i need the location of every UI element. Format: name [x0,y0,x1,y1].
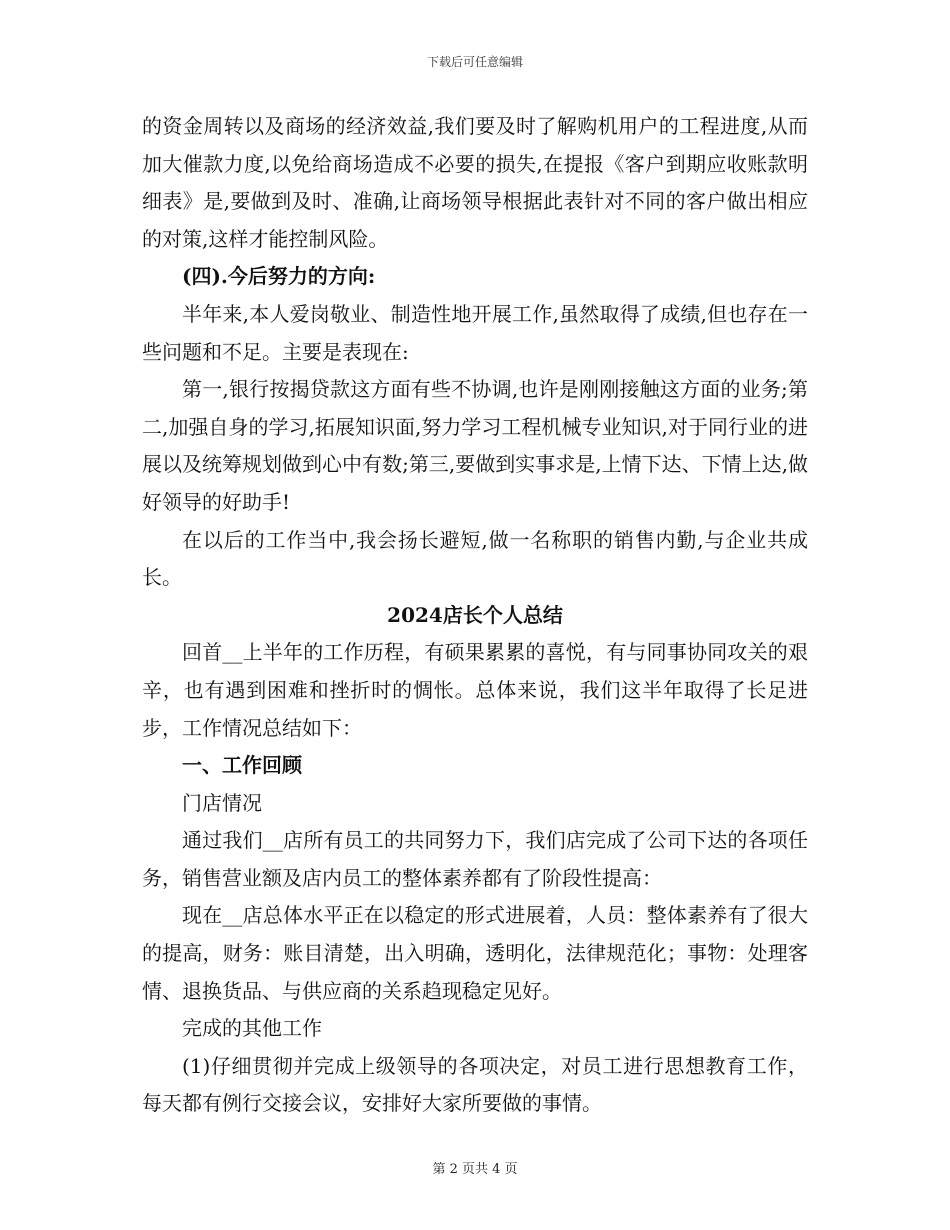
paragraph-current-status: 现在__店总体水平正在以稳定的形式进展着，人员：整体素养有了很大的提高，财务：账目清楚，出入明确，透明化，法律规范化；事物：处理客情、退换货品、与供应商的关系趋现稳定见好。 [142,903,808,1003]
document-body [142,108,808,1123]
subheading-other-work: 完成的其他工作 [182,1016,322,1041]
paragraph-item-1: (1)仔细贯彻并完成上级领导的各项决定，对员工进行思想教育工作，每天都有例行交接会议，安排好大家所要做的事情。 [142,1053,808,1116]
section-title: 2024店长个人总结 [387,602,563,627]
heading-work-review: 一、工作回顾 [182,753,302,778]
page-header: 下载后可任意编辑 [426,55,523,69]
subheading-store-situation: 门店情况 [182,790,262,815]
paragraph-looking-back: 回首__上半年的工作历程，有硕果累累的喜悦，有与同事协同攻关的艰辛，也有遇到困难和挫折时的惆怅。总体来说，我们这半年取得了长足进步，工作情况总结如下： [142,640,808,740]
heading-future-direction: (四).今后努力的方向: [182,264,376,289]
paragraph-team-effort: 通过我们__店所有员工的共同努力下，我们店完成了公司下达的各项任务，销售营业额及店内员工的整体素养都有了阶段性提高： [142,828,808,890]
paragraph-future-commitment: 在以后的工作当中,我会扬长避短,做一名称职的销售内勤,与企业共成长。 [142,527,808,590]
page-footer: 第 2 页共 4 页 [432,1162,518,1177]
paragraph-shortcomings-list: 第一,银行按揭贷款这方面有些不协调,也许是刚刚接触这方面的业务;第二,加强自身的学习,拓展知识面,努力学习工程机械专业知识,对于同行业的进展以及统筹规划做到心中有数;第三,要做到实事求是,上情下达、下情上达,做好领导的好助手! [142,377,808,514]
paragraph-fund-turnover: 的资金周转以及商场的经济效益,我们要及时了解购机用户的工程进度,从而加大催款力度,以免给商场造成不必要的损失,在提报《客户到期应收账款明细表》是,要做到及时、准确,让商场领导根据此表针对不同的客户做出相应的对策,这样才能控制风险。 [142,114,808,251]
paragraph-half-year-review: 半年来,本人爱岗敬业、制造性地开展工作,虽然取得了成绩,但也存在一些问题和不足。主要是表现在: [142,301,808,364]
